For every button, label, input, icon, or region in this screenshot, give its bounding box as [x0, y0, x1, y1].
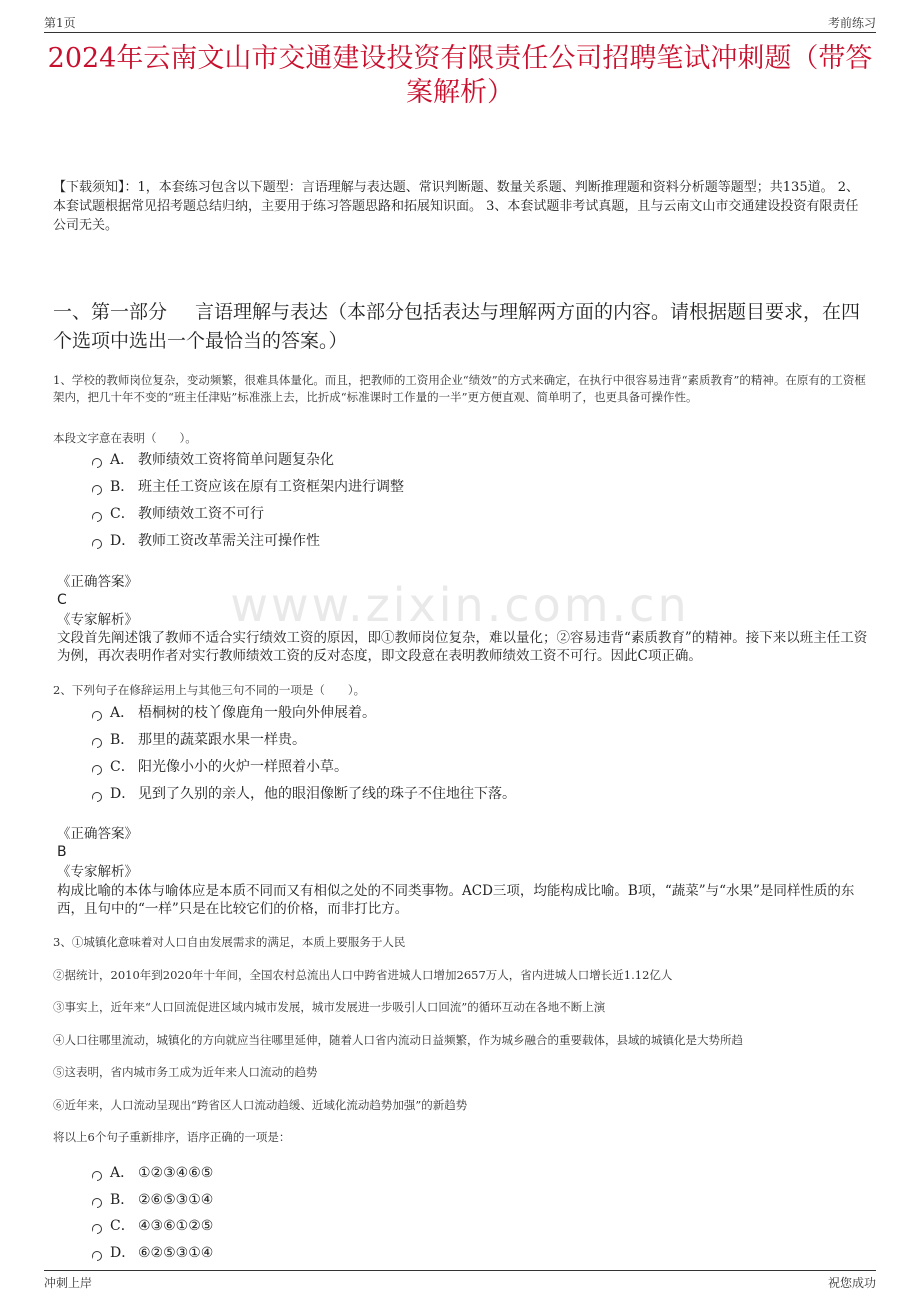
footer-left: 冲刺上岸 [44, 1276, 93, 1290]
q1-answer: C [57, 592, 67, 608]
q2-option-d[interactable]: D． 见到了久别的亲人，他的眼泪像断了线的珠子不住地往下落。 [92, 784, 516, 804]
q1-stem: 1、学校的教师岗位复杂，变动频繁，很难具体量化。而且，把教师的工资用企业“绩效”的方式来确定，在执行中很容易违背“素质教育”的精神。在原有的工资框架内，把几十年不变的“班主任津贴”标准涨上去，比折成“标准课时工作量的一半”更方便直观、简单明了，也更具备可操作性。 [53, 373, 866, 404]
q2-analysis-label: 《专家解析》 [57, 864, 138, 880]
q3-option-d[interactable]: D． ⑥②⑤③①④ [92, 1243, 213, 1263]
q3-line-6: ⑥近年来，人口流动呈现出“跨省区人口流动趋缓、近域化流动趋势加强”的新趋势 [53, 1098, 468, 1112]
radio-icon[interactable] [92, 485, 102, 495]
q1-analysis: 文段首先阐述饿了教师不适合实行绩效工资的原因，即①教师岗位复杂，难以量化；②容易违背“素质教育”的精神。接下来以班主任工资为例，再次表明作者对实行教师绩效工资的反对态度，即文段意在表明教师绩效工资不可行。因此C项正确。 [57, 630, 868, 664]
download-notice: 【下载须知】：1，本套练习包含以下题型：言语理解与表达题、常识判断题、数量关系题、判断推理题和资料分析题等题型；共135道。 2、本套试题根据常见招考题总结归纳，主要用于练习答题思路和拓展知识面。 3、本套试题非考试真题，且与云南文山市交通建设投资有限责任公司无关。 [53, 180, 859, 233]
q3-line-2: ②据统计，2010年到2020年十年间，全国农村总流出人口中跨省进城人口增加2657万人，省内进城人口增长近1.12亿人 [53, 968, 673, 982]
radio-icon[interactable] [92, 1198, 102, 1208]
radio-icon[interactable] [92, 512, 102, 522]
radio-icon[interactable] [92, 458, 102, 468]
q1-answer-label: 《正确答案》 [57, 574, 138, 590]
q2-option-a[interactable]: A． 梧桐树的枝丫像鹿角一般向外伸展着。 [92, 703, 376, 723]
q1-option-a[interactable]: A． 教师绩效工资将简单问题复杂化 [92, 450, 334, 470]
section-text: 言语理解与表达（本部分包括表达与理解两方面的内容。请根据题目要求，在四个选项中选出一个最恰当的答案。） [53, 301, 861, 352]
section-heading [53, 298, 868, 356]
radio-icon[interactable] [92, 792, 102, 802]
q3-option-c[interactable]: C． ④③⑥①②⑤ [92, 1216, 213, 1236]
q1-option-b[interactable]: B． 班主任工资应该在原有工资框架内进行调整 [92, 477, 404, 497]
radio-icon[interactable] [92, 1171, 102, 1181]
header-label: 考前练习 [827, 16, 876, 30]
radio-icon[interactable] [92, 1224, 102, 1234]
q3-option-b[interactable]: B． ②⑥⑤③①④ [92, 1190, 213, 1210]
footer-right: 祝您成功 [827, 1276, 876, 1290]
q3-question: 将以上6个句子重新排序，语序正确的一项是： [53, 1130, 291, 1144]
q3-line-1: 3、①城镇化意味着对人口自由发展需求的满足，本质上要服务于人民 [53, 935, 406, 949]
radio-icon[interactable] [92, 1251, 102, 1261]
q1-question: 本段文字意在表明（ ）。 [53, 431, 197, 445]
radio-icon[interactable] [92, 738, 102, 748]
q1-option-c[interactable]: C． 教师绩效工资不可行 [92, 504, 264, 524]
radio-icon[interactable] [92, 539, 102, 549]
radio-icon[interactable] [92, 765, 102, 775]
document-title: 2024年云南文山市交通建设投资有限责任公司招聘笔试冲刺题（带答案解析） [47, 43, 873, 108]
q2-option-c[interactable]: C． 阳光像小小的火炉一样照着小草。 [92, 757, 348, 777]
radio-icon[interactable] [92, 711, 102, 721]
q2-option-b[interactable]: B． 那里的蔬菜跟水果一样贵。 [92, 730, 306, 750]
q2-answer-label: 《正确答案》 [57, 826, 138, 842]
q2-answer: B [57, 844, 67, 860]
q1-option-d[interactable]: D． 教师工资改革需关注可操作性 [92, 531, 320, 551]
watermark: www.zixin.com.cn [230, 578, 690, 632]
page-number: 第1页 [44, 16, 76, 30]
q3-line-5: ⑤这表明，省内城市务工成为近年来人口流动的趋势 [53, 1065, 318, 1079]
q3-line-4: ④人口往哪里流动，城镇化的方向就应当往哪里延伸，随着人口省内流动日益频繁，作为城乡融合的重要载体，县域的城镇化是大势所趋 [53, 1033, 743, 1047]
q2-analysis: 构成比喻的本体与喻体应是本质不同而又有相似之处的不同类事物。ACD三项，均能构成比喻。B项，“蔬菜”与“水果”是同样性质的东西，且句中的“一样”只是在比较它们的价格，而非打比方。 [57, 883, 855, 917]
q1-analysis-label: 《专家解析》 [57, 612, 138, 628]
page-header [44, 10, 876, 33]
q3-option-a[interactable]: A． ①②③④⑥⑤ [92, 1163, 213, 1183]
q3-line-3: ③事实上，近年来“人口回流促进区域内城市发展，城市发展进一步吸引人口回流”的循环互动在各地不断上演 [53, 1000, 606, 1014]
q2-stem: 2、下列句子在修辞运用上与其他三句不同的一项是（ ）。 [53, 683, 366, 697]
section-number: 一、第一部分 [53, 301, 168, 323]
page-footer [44, 1270, 876, 1295]
